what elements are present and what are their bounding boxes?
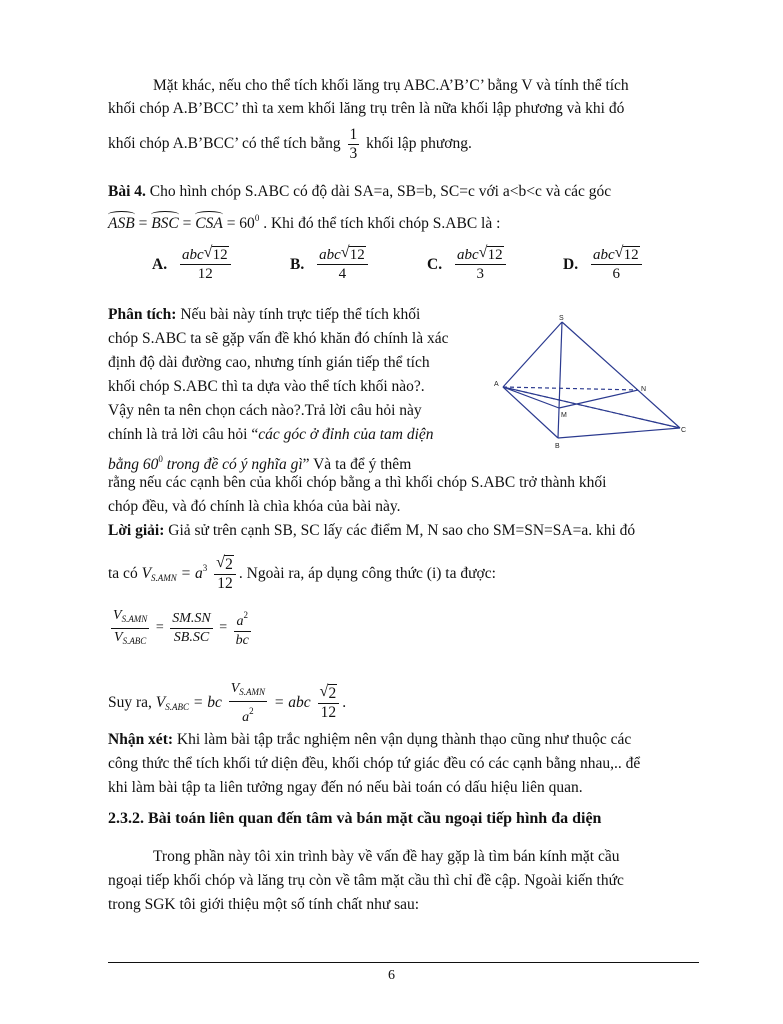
degree-mark: 0 (158, 454, 163, 464)
angle-bsc: BSC (151, 215, 179, 232)
footer-rule (108, 962, 699, 963)
radicand: 2 (225, 556, 233, 573)
label-b: B (555, 443, 560, 450)
volume-symbol: V (230, 681, 240, 696)
solution-text: Giả sử trên cạnh SB, SC lấy các điểm M, N sao cho SM=SN=SA=a. khi đó (168, 522, 636, 539)
bai4-line1 (108, 182, 611, 202)
choice-num-text: abc (181, 247, 204, 263)
choice-a (152, 246, 234, 283)
segment-an (503, 387, 638, 390)
exponent: 3 (202, 563, 208, 574)
radicand: 2 (328, 685, 337, 702)
solution-line1 (108, 521, 635, 541)
para1-line3-text: khối chóp A.B’BCC’ có thể tích bằng (108, 135, 341, 153)
analysis-line5: Vậy nên ta nên chọn cách nào?.Trả lời câu hỏi này (108, 402, 422, 419)
analysis-line6-italic: các góc ở đỉnh của tam diện (258, 426, 434, 443)
para1-line1: Mặt khác, nếu cho thể tích khối lăng trụ ABC.A’B’C’ bằng V và tính thể tích (153, 77, 629, 94)
label-s: S (559, 315, 564, 322)
solution-line2-end: . Ngoài ra, áp dụng công thức (i) ta được: (238, 565, 496, 583)
analysis-text: Nếu bài này tính trực tiếp thể tích khối (180, 306, 421, 323)
a2-over-bc (234, 606, 251, 650)
frac-num: 1 (349, 126, 358, 143)
ratio-formula (108, 606, 254, 650)
frac-num: SM.SN (170, 610, 213, 629)
volume-symbol: V (114, 629, 123, 645)
volume-symbol: V (113, 607, 122, 623)
var-a: a (236, 614, 244, 629)
choice-label: A. (152, 255, 168, 273)
section-heading: 2.3.2. Bài toán liên quan đến tâm và bán mặt cầu ngoại tiếp hình đa diện (108, 810, 602, 827)
equals-a: = a (180, 565, 203, 583)
analysis-line3: định độ dài đường cao, nhưng tính gián tiếp thể tích (108, 354, 430, 371)
analysis-line1 (108, 305, 420, 325)
vamn-over-a2 (229, 680, 267, 727)
denominator: 12 (320, 704, 337, 721)
volume-subscript: S.AMN (151, 573, 177, 584)
analysis-line4: khối chóp S.ABC thì ta dựa vào thể tích khối nào?. (108, 378, 425, 395)
choice-label: B. (290, 255, 305, 273)
segment-mn (559, 390, 638, 408)
sqrt2-over-12: √ 2 12 (214, 556, 236, 593)
solution-line2-text: ta có (108, 565, 138, 583)
choice-label: D. (563, 255, 579, 273)
equals-bc: = bc (192, 694, 222, 712)
frac-den: SB.SC (173, 629, 210, 645)
volume-subscript: S.AMN (239, 687, 266, 697)
solution-line2 (108, 556, 496, 593)
page-number: 6 (388, 968, 395, 983)
choice-num-text: abc (319, 247, 341, 263)
remark-line2: công thức thể tích khối tứ diện đều, khối chóp tứ giác đều có các cạnh bằng nhau,.. để (108, 755, 641, 772)
sqrt2-over-12: √ 2 12 (318, 685, 340, 722)
analysis-line7-italic2: trong đề có ý nghĩa gì (162, 456, 303, 473)
remark-label: Nhận xét: (108, 731, 174, 748)
choice-d (563, 246, 645, 283)
volume-subscript: S.ABC (122, 635, 147, 646)
analysis-line6 (108, 425, 434, 445)
exponent: 2 (249, 706, 254, 716)
analysis-line9: chóp đều, và đó chính là chìa khóa của bài này. (108, 498, 401, 515)
section-line1: Trong phần này tôi xin trình bày về vấn đề hay gặp là tìm bán kính mặt cầu (153, 848, 620, 865)
analysis-line8: rằng nếu các cạnh bên của khối chóp bằng a thì khối chóp S.ABC trở thành khối (108, 474, 607, 491)
choice-radicand: 12 (623, 247, 639, 263)
para1-line2: khối chóp A.B’BCC’ thì ta xem khối lăng trụ trên là nữa khối lập phương và khi đó (108, 100, 625, 117)
para1-line3 (108, 126, 472, 163)
volume-symbol: V (141, 565, 152, 583)
frac-den: 3 (349, 145, 358, 162)
choice-den: 4 (338, 266, 347, 282)
analysis-line7-text: ” Và ta để ý thêm (302, 456, 412, 473)
analysis-label: Phân tích: (108, 306, 177, 323)
edge-sc (562, 322, 680, 428)
degree-mark: 0 (254, 213, 260, 223)
section-line2: ngoại tiếp khối chóp và lăng trụ còn về tâm mặt cầu thì chỉ đề cập. Ngoài kiến thức (108, 872, 624, 889)
section-line3: trong SGK tôi giới thiệu một số tính chất như sau: (108, 896, 420, 913)
remark-line3: khi làm bài tập ta liên tưởng ngay đến nó nếu bài toán có dấu hiệu liên quan. (108, 779, 583, 796)
suy-ra-text: Suy ra, (108, 694, 152, 712)
analysis-line7 (108, 449, 411, 475)
pyramid-figure (488, 310, 698, 450)
choice-radicand: 12 (487, 247, 503, 263)
choice-fraction: abc √ 12 4 (317, 246, 368, 283)
choice-num-text: abc (592, 247, 615, 263)
bai4-text: Cho hình chóp S.ABC có độ dài SA=a, SB=b, SC=c với a<b<c và các góc (149, 183, 612, 200)
analysis-line2: chóp S.ABC ta sẽ gặp vấn đề khó khăn đó chính là xác (108, 330, 449, 347)
bai4-line2: ASB = BSC = CSA = $60^0$ . Khi đó thể tích khối chóp S.ABC là : (108, 213, 501, 232)
volume-symbol: V (155, 694, 166, 712)
choice-radicand: 12 (212, 247, 228, 263)
para1-line3-end: khối lập phương. (366, 135, 472, 153)
denominator: 12 (217, 575, 233, 592)
bai4-line2-rest: . Khi đó thể tích khối chóp S.ABC là : (263, 215, 501, 232)
remark-line1 (108, 730, 631, 750)
choice-label: C. (427, 255, 443, 273)
exponent: 2 (243, 610, 248, 620)
label-m: M (561, 412, 567, 419)
choice-den: 3 (476, 266, 485, 282)
fraction-one-third (348, 126, 360, 163)
bai4-label: Bài 4. (108, 183, 146, 200)
choice-den: 6 (612, 266, 621, 282)
equals-sign: = (219, 620, 228, 636)
equals-abc: = abc (273, 694, 311, 712)
choice-radicand: 12 (349, 247, 365, 263)
volume-subscript: S.ABC (165, 702, 190, 713)
solution-label: Lời giải: (108, 522, 165, 539)
volume-subscript: S.AMN (121, 613, 148, 624)
edge-ab (503, 387, 558, 438)
edge-sa (503, 322, 562, 387)
remark-text: Khi làm bài tập trắc nghiệm nên vận dụng thành thạo cũng như thuộc các (176, 731, 632, 748)
label-c: C (681, 427, 687, 434)
period: . (342, 694, 347, 712)
angle-asb: ASB (108, 215, 135, 232)
choice-den: 12 (197, 266, 213, 282)
choice-fraction: abc √ 12 3 (455, 246, 506, 283)
result-formula (108, 680, 346, 727)
choice-b (290, 246, 371, 283)
frac-den: bc (235, 633, 249, 648)
var-a: a (242, 710, 250, 725)
volume-ratio (111, 607, 149, 650)
analysis-line7-italic: bằng 60 (108, 456, 159, 473)
angle-value: = 60 (226, 215, 255, 232)
choice-fraction: abc √ 12 6 (591, 246, 642, 283)
label-n: N (641, 386, 647, 393)
edge-bc (558, 428, 680, 438)
edge-sb (558, 322, 562, 438)
choice-num-text: abc (456, 247, 479, 263)
length-ratio (170, 610, 213, 647)
equals-sign: = (155, 620, 164, 636)
choice-fraction: abc √ 12 12 (180, 246, 231, 283)
choice-c (427, 246, 509, 283)
label-a: A (494, 381, 499, 388)
analysis-line6-text: chính là trả lời câu hỏi “ (108, 426, 259, 443)
angle-csa: CSA (195, 215, 223, 232)
